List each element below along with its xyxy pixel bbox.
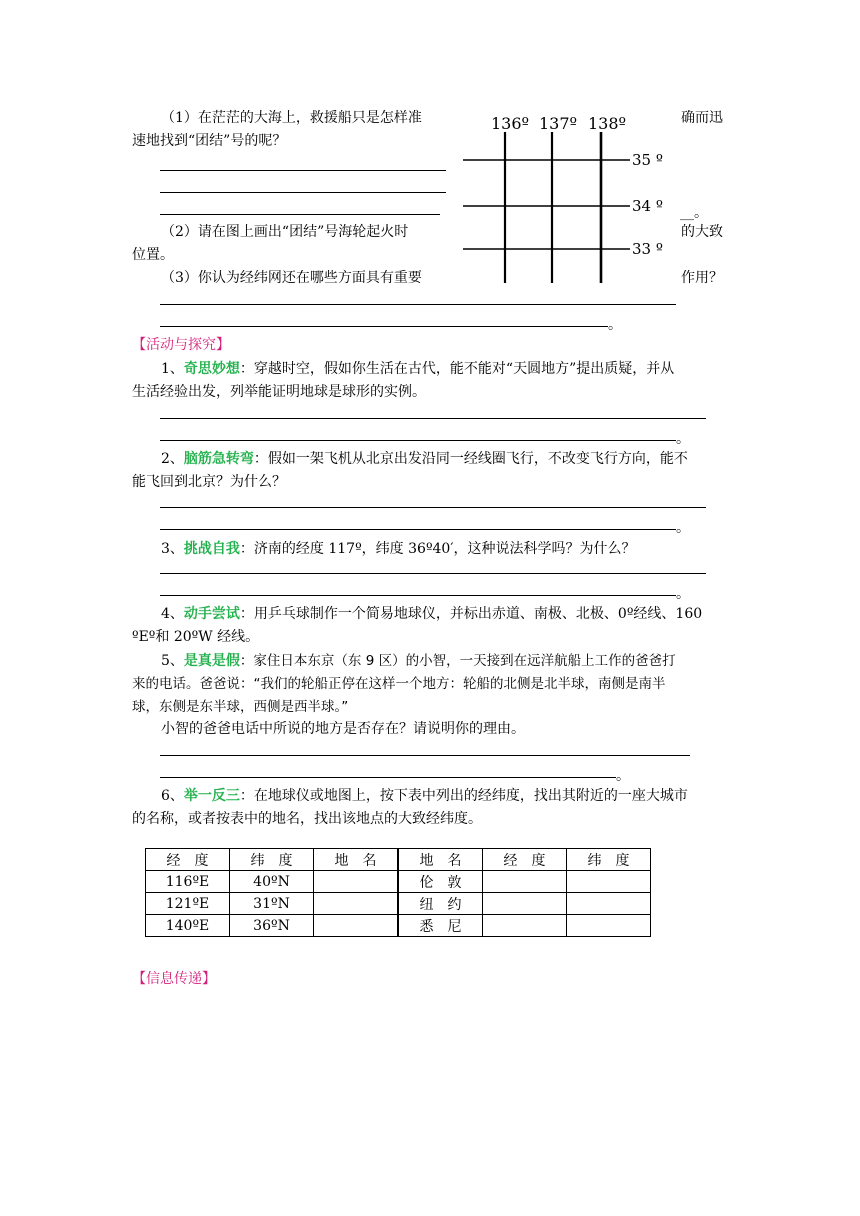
answer-line[interactable] [160, 326, 608, 327]
item-5-body-3: 球，东侧是东半球，西侧是西半球。” [132, 699, 349, 715]
lon-label-138: 138º [588, 114, 627, 133]
item-2-num: 2、 [161, 451, 184, 467]
table-cell: 悉 尼 [398, 915, 483, 937]
lat-label-33: 33 º [632, 240, 663, 258]
lon-label-137: 137º [539, 114, 578, 133]
item-2-line-1 [161, 448, 688, 468]
item-5-body-2: 来的电话。爸爸说：“我们的轮船正停在这样一个地方：轮船的北侧是北半球，南侧是南半 [132, 676, 666, 692]
table-row [146, 871, 651, 893]
item-1-title: 奇思妙想 [183, 361, 240, 377]
item-3-num: 3、 [161, 541, 184, 557]
answer-line[interactable] [160, 192, 446, 193]
end-mark: 。 [676, 520, 690, 536]
item-2-title: 脑筋急转弯 [183, 451, 254, 467]
table-cell: 36ºN [230, 915, 314, 937]
item-4-num: 4、 [161, 606, 184, 622]
item-6-body: ：在地球仪或地图上，按下表中列出的经纬度，找出其附近的一座大城市 [239, 788, 688, 804]
answer-line[interactable] [160, 529, 676, 530]
item-1-body: ：穿越时空，假如你生活在古代，能不能对“天圆地方”提出质疑，并从 [239, 361, 675, 377]
item-5-line-1 [161, 649, 676, 670]
item-1-body-2: 生活经验出发，列举能证明地球是球形的实例。 [132, 384, 426, 400]
end-mark: 。 [616, 768, 630, 784]
table-header: 纬 度 [230, 849, 314, 871]
end-mark: 。 [676, 586, 690, 602]
item-4-body: ：用乒乓球制作一个简易地球仪，并标出赤道、南极、北极、0º经线、160 [239, 606, 703, 622]
table-cell: 116ºE [146, 871, 230, 893]
table-cell-blank[interactable] [483, 915, 567, 937]
end-mark: 。 [676, 431, 690, 447]
answer-line[interactable] [160, 214, 440, 215]
table-cell: 140ºE [146, 915, 230, 937]
q2-text-a: （2）请在图上画出“团结”号海轮起火时 [161, 224, 409, 240]
table-header: 地 名 [314, 849, 399, 871]
item-5-title: 是真是假 [183, 653, 240, 669]
item-5-num: 5、 [161, 653, 184, 669]
lon-label-136: 136º [491, 114, 530, 133]
end-mark: 。 [608, 317, 622, 333]
q3-text-a-right: 作用？ [681, 270, 723, 286]
q1-text-b: 速地找到“团结”号的呢？ [132, 133, 287, 149]
table-row [146, 893, 651, 915]
item-6-body-2: 的名称，或者按表中的地名，找出该地点的大致经纬度。 [132, 811, 482, 827]
q1-text-a: （1）在茫茫的大海上，救援船只是怎样准 [161, 110, 422, 126]
table-cell-blank[interactable] [567, 871, 651, 893]
q2-text-b: 位置。 [132, 247, 174, 263]
answer-line[interactable] [160, 777, 616, 778]
table-header: 经 度 [483, 849, 567, 871]
item-5-body: ：家住日本东京（东 9 区）的小智，一天接到在远洋航船上工作的爸爸打 [239, 653, 676, 669]
table-header: 纬 度 [567, 849, 651, 871]
item-1-line-1 [161, 358, 674, 378]
item-6-line-1 [161, 785, 688, 805]
answer-line[interactable] [160, 507, 706, 508]
section-info: 【信息传递】 [132, 971, 216, 987]
item-4-title: 动手尝试 [183, 606, 240, 622]
answer-line[interactable] [160, 440, 676, 441]
q2-text-a-right: 的大致 [681, 224, 723, 240]
answer-line[interactable] [160, 573, 706, 574]
answer-line[interactable] [160, 418, 706, 419]
latlon-grid[interactable] [460, 108, 680, 288]
table-cell-blank[interactable] [567, 915, 651, 937]
item-3-title: 挑战自我 [183, 541, 240, 557]
table-cell-blank[interactable] [483, 893, 567, 915]
table-header: 经 度 [146, 849, 230, 871]
item-3-body: ：济南的经度 117º，纬度 36º40′，这种说法科学吗？为什么？ [239, 541, 636, 557]
item-3-line-1 [161, 538, 636, 558]
answer-line[interactable] [160, 755, 690, 756]
table-cell-blank[interactable] [483, 871, 567, 893]
item-4-body-2: ºEº和 20ºW 经线。 [132, 629, 260, 645]
table-cell: 31ºN [230, 893, 314, 915]
answer-line[interactable] [160, 170, 446, 171]
table-header-row [146, 849, 651, 871]
q1-text-a-right: 确而迅 [681, 110, 723, 126]
lat-label-35: 35 º [632, 151, 663, 169]
table-cell-blank[interactable] [314, 893, 399, 915]
item-6-num: 6、 [161, 788, 184, 804]
item-4-line-1 [161, 603, 702, 623]
answer-line[interactable] [160, 304, 676, 305]
section-activity: 【活动与探究】 [132, 337, 230, 353]
item-2-body-2: 能飞回到北京？为什么？ [132, 474, 286, 490]
q3-text-a: （3）你认为经纬网还在哪些方面具有重要 [161, 270, 422, 286]
table-cell: 伦 敦 [398, 871, 483, 893]
lat-label-34: 34 º [632, 197, 663, 215]
table-cell: 121ºE [146, 893, 230, 915]
table-cell: 40ºN [230, 871, 314, 893]
item-5-body-4: 小智的爸爸电话中所说的地方是否存在？请说明你的理由。 [161, 721, 525, 737]
table-row [146, 915, 651, 937]
table-cell-blank[interactable] [567, 893, 651, 915]
item-1-num: 1、 [161, 361, 184, 377]
latlon-table [145, 848, 651, 937]
q1-tail: __。 [680, 205, 708, 221]
table-header: 地 名 [398, 849, 483, 871]
table-cell-blank[interactable] [314, 871, 399, 893]
table-cell: 纽 约 [398, 893, 483, 915]
item-6-title: 举一反三 [183, 788, 240, 804]
table-cell-blank[interactable] [314, 915, 399, 937]
answer-line[interactable] [160, 595, 676, 596]
item-2-body: ：假如一架飞机从北京出发沿同一经线圈飞行，不改变飞行方向，能不 [253, 451, 688, 467]
